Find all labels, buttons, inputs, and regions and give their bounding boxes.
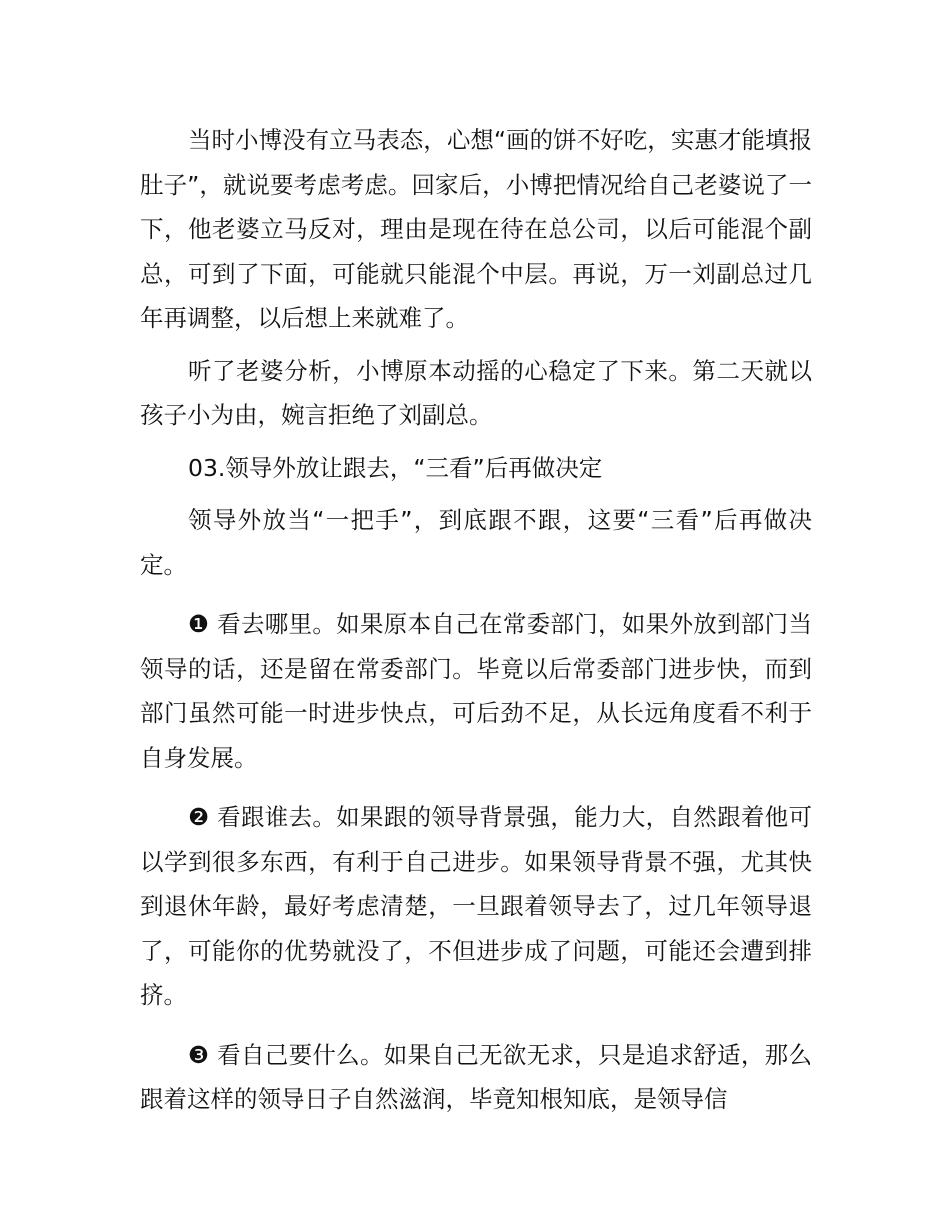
section-heading-three-looks: 03.领导外放让跟去，“三看”后再做决定 <box>188 453 603 482</box>
paragraph-declined-offer: 听了老婆分析，小博原本动摇的心稳定了下来。第二天就以孩子小为由，婉言拒绝了刘副总。 <box>140 356 812 429</box>
list-item-where-to-go: ❶ 看去哪里。如果原本自己在常委部门，如果外放到部门当领导的话，还是留在常委部门。毕竟以后常委部门进步快，而到部门虽然可能一时进步快点，可后劲不足，从长远角度看不利于自身发展。 <box>140 610 812 772</box>
paragraph-section-intro: 领导外放当“一把手”，到底跟不跟，这要“三看”后再做决定。 <box>140 506 812 579</box>
paragraph-decision-story: 当时小博没有立马表态，心想“画的饼不好吃，实惠才能填报肚子”，就说要考虑考虑。回家后，小博把情况给自己老婆说了一下，他老婆立马反对，理由是现在待在总公司，以后可能混个副总，可到了下面，可能就只能混个中层。再说，万一刘副总过几年再调整，以后想上来就难了。 <box>140 126 812 332</box>
list-item-who-to-follow: ❷ 看跟谁去。如果跟的领导背景强，能力大，自然跟着他可以学到很多东西，有利于自己进步。如果领导背景不强，尤其快到退休年龄，最好考虑清楚，一旦跟着领导去了，过几年领导退了，可能你的优势就没了，不但进步成了问题，可能还会遭到排挤。 <box>140 803 812 1009</box>
list-item-what-you-want: ❸ 看自己要什么。如果自己无欲无求，只是追求舒适，那么跟着这样的领导日子自然滋润，毕竟知根知底，是领导信 <box>140 1040 812 1113</box>
document-body <box>140 118 812 1137</box>
